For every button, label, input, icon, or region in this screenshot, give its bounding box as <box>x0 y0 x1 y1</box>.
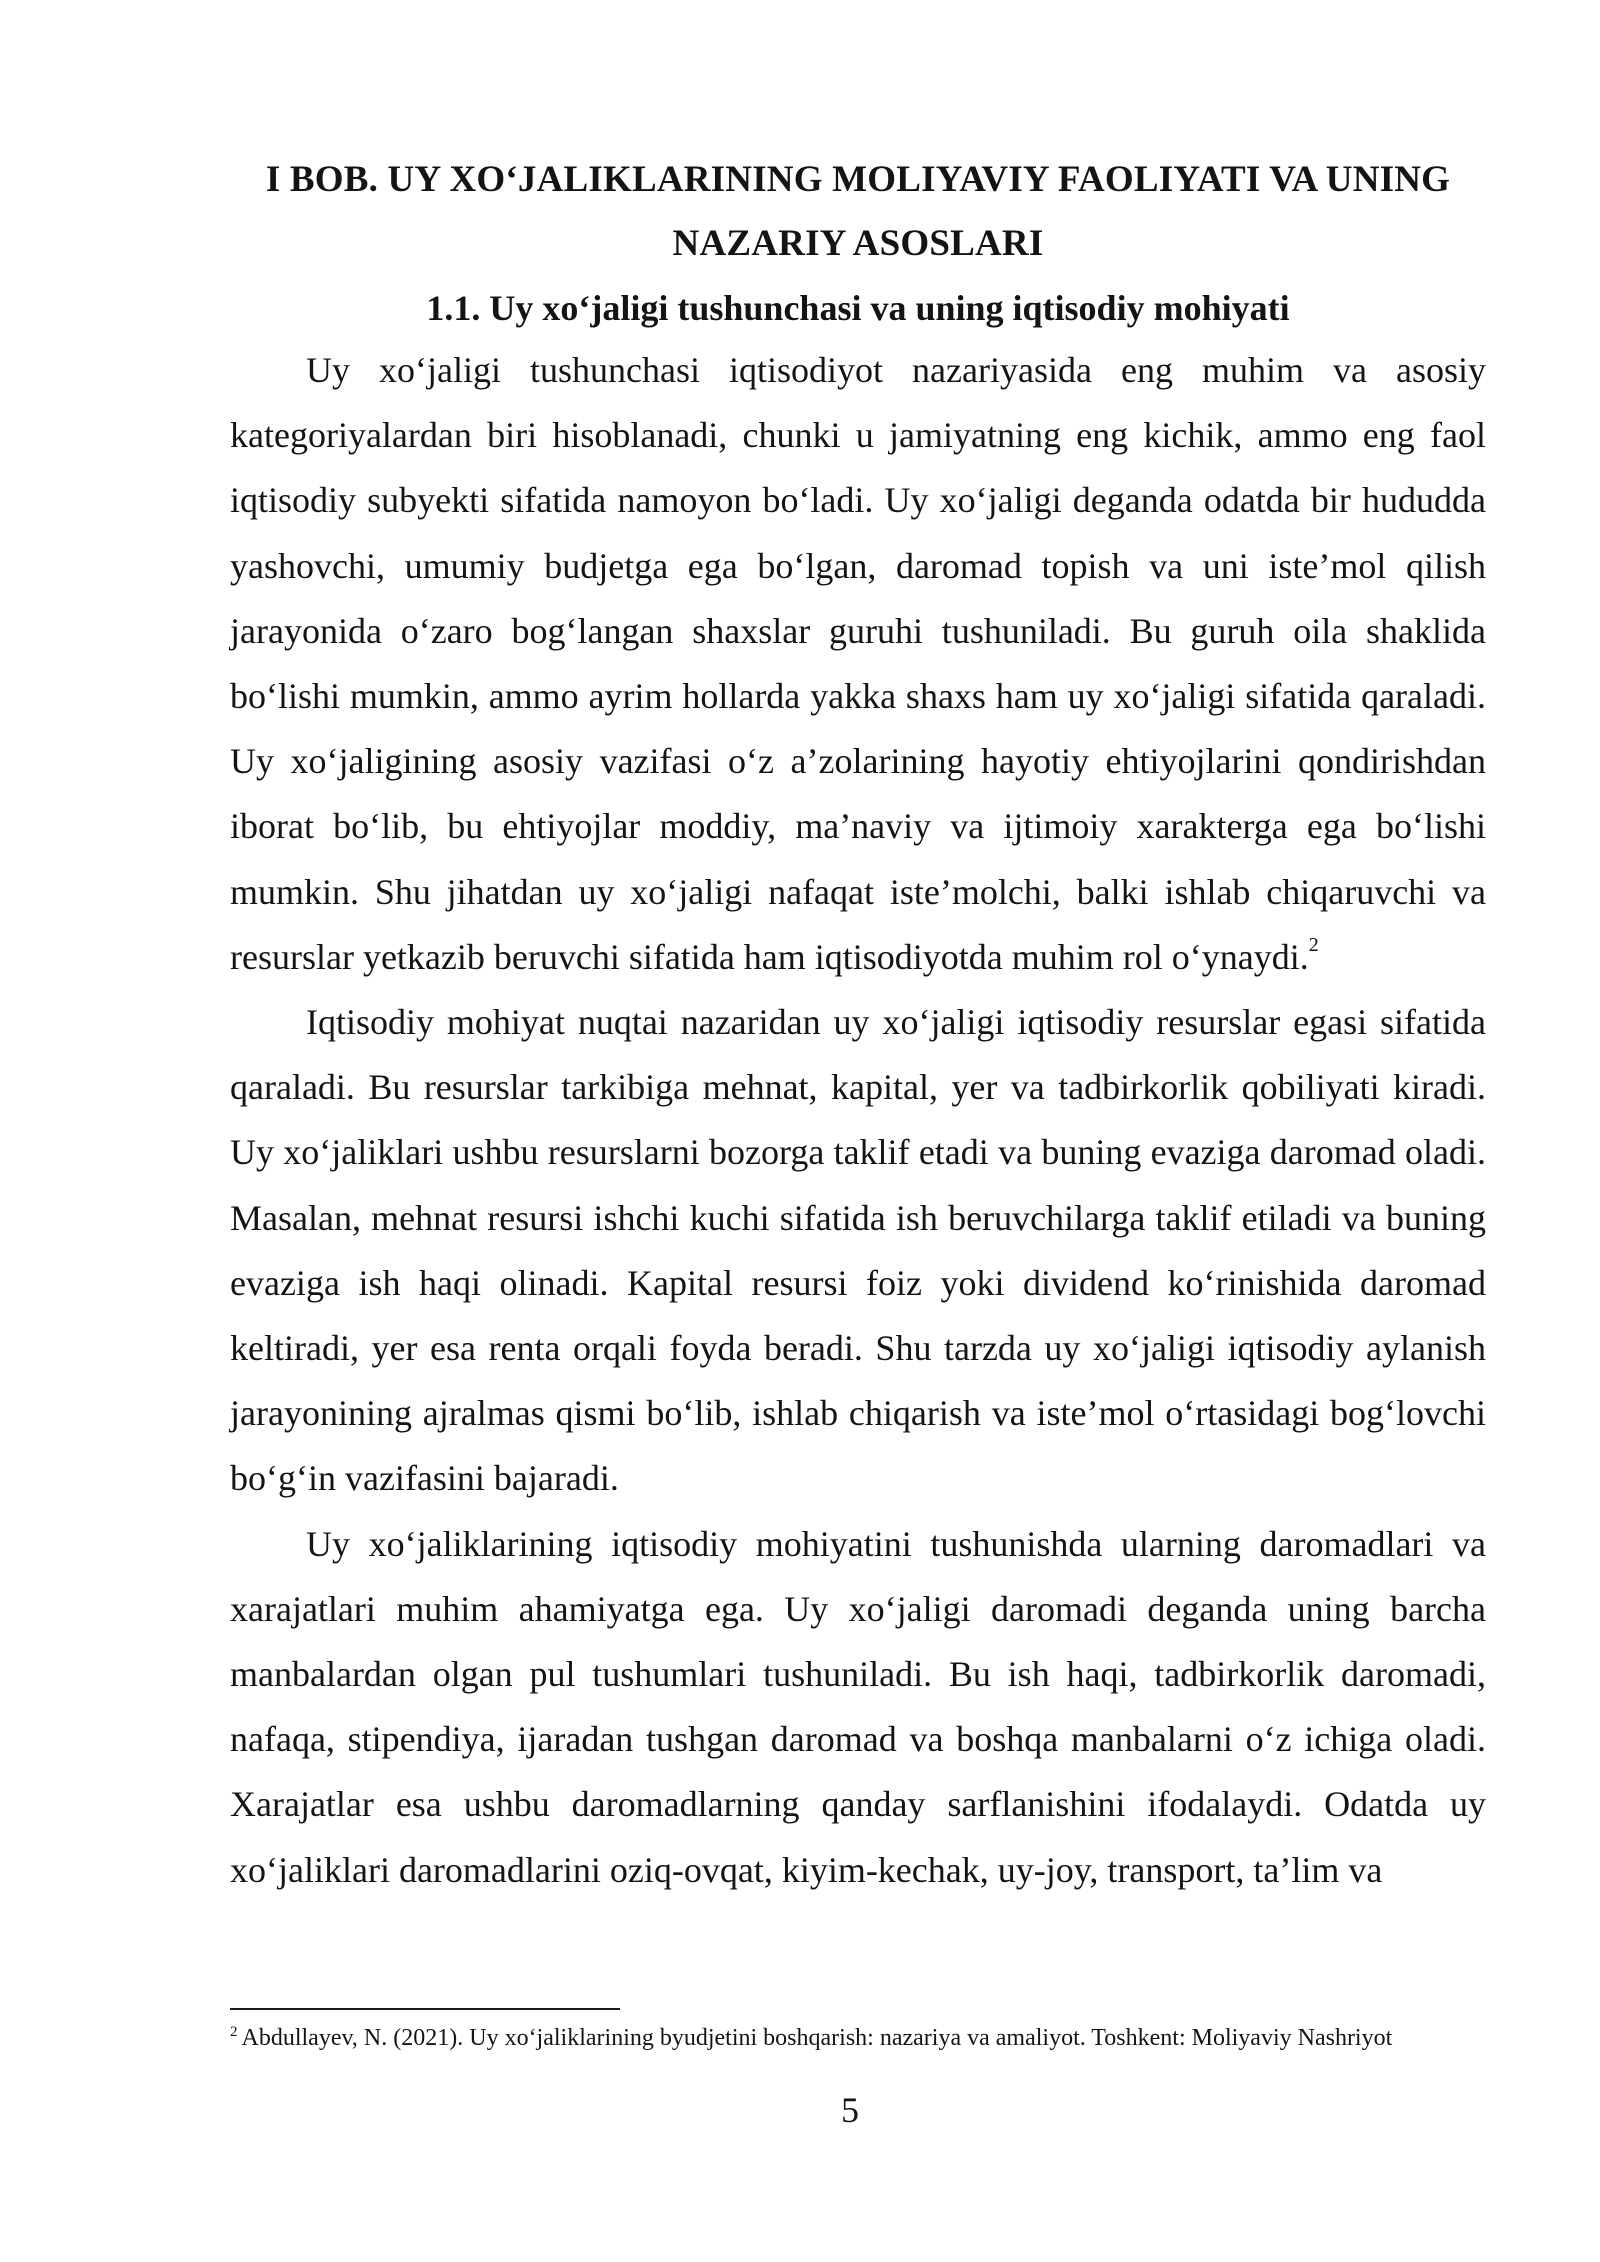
footnote-text: Abdullayev, N. (2021). Uy xo‘jaliklarining byudjetini boshqarish: nazariya va amaliyot. Toshkent: Moliyaviy Nashriyot <box>241 2025 1393 2051</box>
footnote-marker: 2 <box>230 2024 238 2040</box>
paragraph-1-text: Uy xo‘jaligi tushunchasi iqtisodiyot nazariyasida eng muhim va asosiy kategoriyalardan biri hisoblanadi, chunki u jamiyatning eng kichik, ammo eng faol iqtisodiy subyekti sifatida namoyon bo‘ladi. Uy xo‘jaligi deganda odatda bir hududda yashovchi, umumiy budjetga ega bo‘lgan, daromad topish va uni iste’mol qilish jarayonida o‘zaro bog‘langan shaxslar guruhi tushuniladi. Bu guruh oila shaklida bo‘lishi mumkin, ammo ayrim hollarda yakka shaxs ham uy xo‘jaligi sifatida qaraladi. Uy xo‘jaligining asosiy vazifasi o‘z a’zolarining hayotiy ehtiyojlarini qondirishdan iborat bo‘lib, bu ehtiyojlar moddiy, ma’naviy va ijtimoiy xarakterga ega bo‘lishi mumkin. Shu jihatdan uy xo‘jaligi nafaqat iste’molchi, balki ishlab chiqaruvchi va resurslar yetkazib beruvchi sifatida ham iqtisodiyotda muhim rol o‘ynaydi. <box>230 350 1486 977</box>
paragraph-3: Uy xo‘jaliklarining iqtisodiy mohiyatini tushunishda ularning daromadlari va xarajatlari muhim ahamiyatga ega. Uy xo‘jaligi daromadi deganda uning barcha manbalardan olgan pul tushumlari tushuniladi. Bu ish haqi, tadbirkorlik daromadi, nafaqa, stipendiya, ijaradan tushgan daromad va boshqa manbalarni o‘z ichiga oladi. Xarajatlar esa ushbu daromadlarning qanday sarflanishini ifodalaydi. Odatda uy xo‘jaliklari daromadlarini oziq-ovqat, kiyim-kechak, uy-joy, transport, ta’lim va <box>230 1523 1486 1890</box>
footnote <box>230 2022 1486 2054</box>
footnote-separator <box>230 2008 620 2010</box>
page-number: 5 <box>841 2090 859 2130</box>
chapter-title: I BOB. UY XO‘JALIKLARINING MOLIYAVIY FAOLIYATI VA UNING NAZARIY ASOSLARI <box>265 159 1451 264</box>
paragraph-2: Iqtisodiy mohiyat nuqtai nazaridan uy xo‘jaligi iqtisodiy resurslar egasi sifatida qaraladi. Bu resurslar tarkibiga mehnat, kapital, yer va tadbirkorlik qobiliyati kiradi. Uy xo‘jaliklari ushbu resurslarni bozorga taklif etadi va buning evaziga daromad oladi. Masalan, mehnat resursi ishchi kuchi sifatida ish beruvchilarga taklif etiladi va buning evaziga ish haqi olinadi. Kapital resursi foiz yoki dividend ko‘rinishida daromad keltiradi, yer esa renta orqali foyda beradi. Shu tarzda uy xo‘jaligi iqtisodiy aylanish jarayonining ajralmas qismi bo‘lib, ishlab chiqarish va iste’mol o‘rtasidagi bog‘lovchi bo‘g‘in vazifasini bajaradi. <box>230 1002 1486 1499</box>
section-title: 1.1. Uy xo‘jaligi tushunchasi va uning iqtisodiy mohiyati <box>426 288 1290 328</box>
paragraph-1 <box>230 338 1486 990</box>
body-text <box>230 338 1486 1903</box>
footnote-reference: 2 <box>1308 933 1319 956</box>
